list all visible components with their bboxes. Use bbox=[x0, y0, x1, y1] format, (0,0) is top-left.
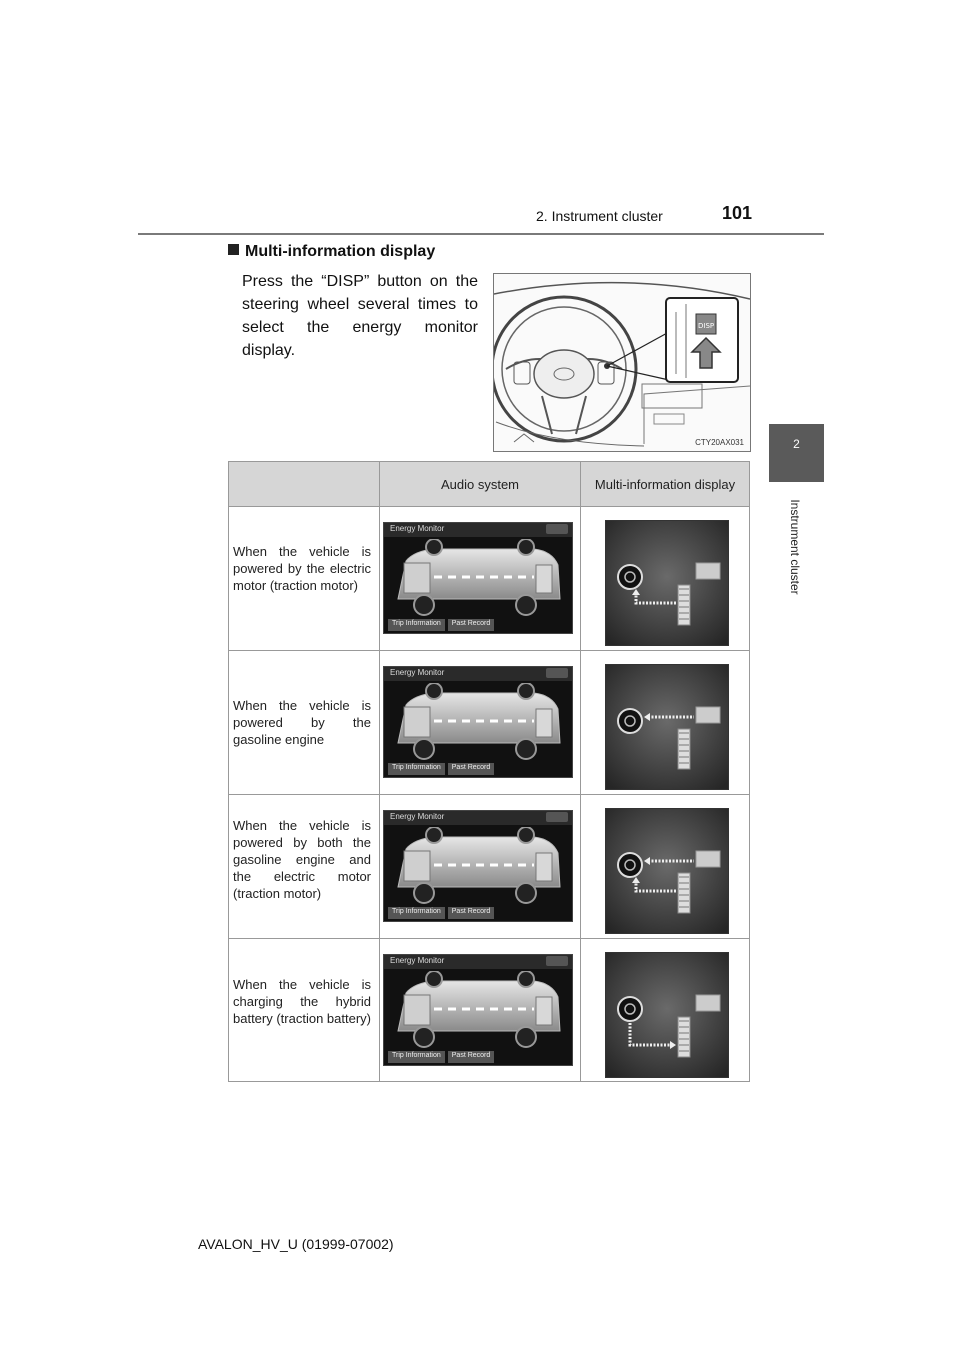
screen-title: Energy Monitor bbox=[390, 956, 445, 965]
audio-energy-monitor-screen bbox=[383, 666, 573, 778]
row-description: When the vehicle is powered by the gasoline engine bbox=[233, 698, 371, 747]
trip-information-tab: Trip Information bbox=[388, 907, 445, 919]
audio-energy-monitor-screen bbox=[383, 810, 573, 922]
past-record-tab: Past Record bbox=[448, 763, 495, 775]
screen-tabs bbox=[388, 1051, 494, 1063]
svg-text:DISP: DISP bbox=[698, 322, 715, 330]
page-number: 101 bbox=[722, 203, 753, 223]
square-bullet-icon bbox=[228, 244, 239, 255]
section-title: Multi-information display bbox=[228, 243, 435, 261]
chapter-label: Instrument cluster bbox=[788, 499, 802, 595]
trip-information-tab: Trip Information bbox=[388, 619, 445, 631]
multi-info-energy-screen bbox=[605, 520, 729, 646]
header-cell-audio: Audio system bbox=[440, 476, 520, 492]
chapter-tab bbox=[769, 424, 824, 482]
steering-wheel-figure bbox=[493, 273, 751, 452]
row-description: When the vehicle is charging the hybrid battery (traction battery) bbox=[233, 977, 371, 1026]
header-cell-empty bbox=[229, 462, 379, 506]
vehicle-diagram bbox=[394, 971, 564, 1049]
trip-information-tab: Trip Information bbox=[388, 1051, 445, 1063]
energy-monitor-table bbox=[228, 461, 750, 1082]
screen-title-bar bbox=[384, 955, 572, 969]
chapter-number: 2 bbox=[793, 437, 800, 451]
figure-id: CTY20AX031 bbox=[695, 438, 744, 447]
back-button bbox=[546, 524, 568, 534]
header-cell-multi-info: Multi-information display bbox=[594, 476, 736, 492]
energy-flow-diagram bbox=[606, 521, 728, 645]
vehicle-diagram bbox=[394, 539, 564, 617]
vehicle-diagram bbox=[394, 683, 564, 761]
energy-flow-diagram bbox=[606, 665, 728, 789]
past-record-tab: Past Record bbox=[448, 1051, 495, 1063]
footer-model-code: AVALON_HV_U (01999-07002) bbox=[198, 1236, 394, 1252]
vehicle-diagram bbox=[394, 827, 564, 905]
row-description: When the vehicle is powered by the electric motor (traction motor) bbox=[233, 544, 371, 593]
multi-info-energy-screen bbox=[605, 808, 729, 934]
screen-tabs bbox=[388, 907, 494, 919]
header-rule bbox=[138, 233, 824, 235]
trip-information-tab: Trip Information bbox=[388, 763, 445, 775]
table-header bbox=[229, 462, 749, 506]
back-button bbox=[546, 956, 568, 966]
audio-energy-monitor-screen bbox=[383, 954, 573, 1066]
screen-title-bar bbox=[384, 667, 572, 681]
screen-tabs bbox=[388, 763, 494, 775]
screen-title: Energy Monitor bbox=[390, 812, 445, 821]
screen-title-bar bbox=[384, 811, 572, 825]
screen-tabs bbox=[388, 619, 494, 631]
back-button bbox=[546, 668, 568, 678]
audio-energy-monitor-screen bbox=[383, 522, 573, 634]
past-record-tab: Past Record bbox=[448, 619, 495, 631]
row-description: When the vehicle is powered by both the gasoline engine and the electric motor (traction motor) bbox=[233, 818, 371, 901]
screen-title: Energy Monitor bbox=[390, 524, 445, 533]
intro-paragraph: Press the “DISP” button on the steering wheel several times to select the energy monitor display. bbox=[242, 273, 478, 359]
energy-flow-diagram bbox=[606, 953, 728, 1077]
multi-info-energy-screen bbox=[605, 952, 729, 1078]
running-header-section: 2. Instrument cluster bbox=[536, 208, 663, 224]
multi-info-energy-screen bbox=[605, 664, 729, 790]
back-button bbox=[546, 812, 568, 822]
steering-wheel-illustration bbox=[494, 274, 750, 451]
past-record-tab: Past Record bbox=[448, 907, 495, 919]
screen-title-bar bbox=[384, 523, 572, 537]
screen-title: Energy Monitor bbox=[390, 668, 445, 677]
energy-flow-diagram bbox=[606, 809, 728, 933]
